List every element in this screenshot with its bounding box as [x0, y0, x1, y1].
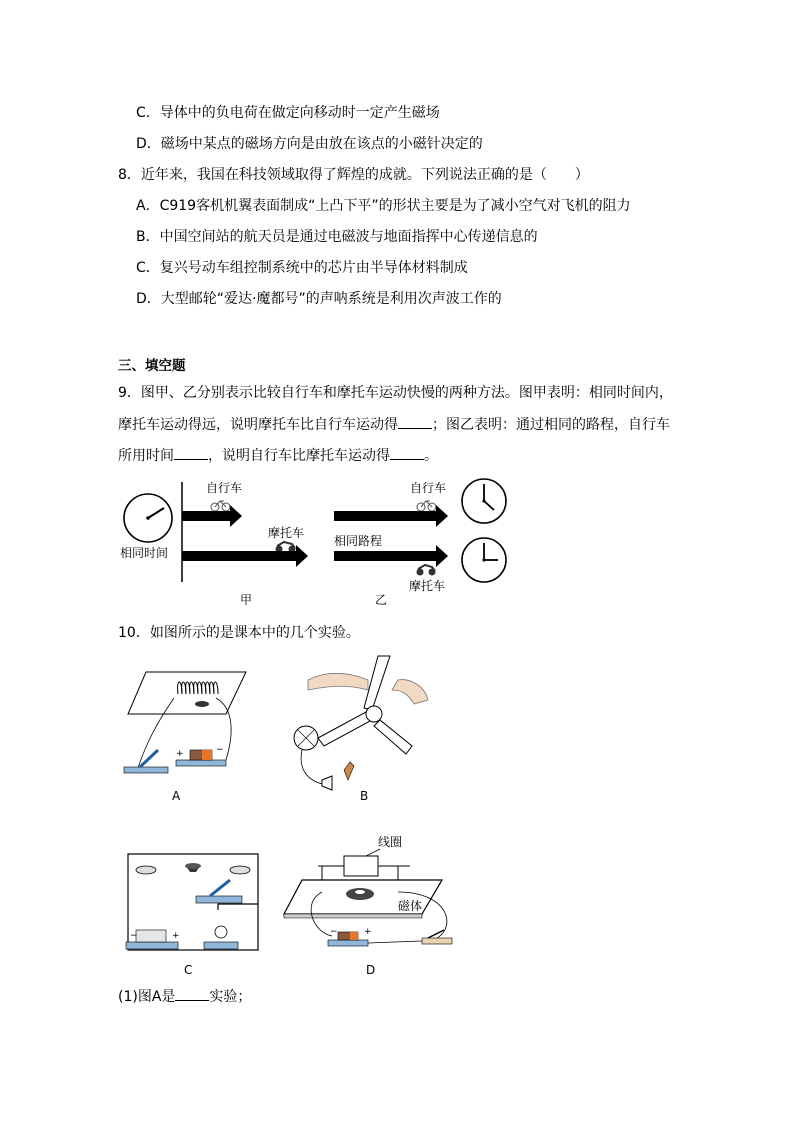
moto-label: 摩托车: [409, 579, 446, 593]
q9-text: 摩托车运动得远，说明摩托车比自行车运动得: [118, 417, 398, 433]
q9-text: 。: [424, 448, 438, 464]
svg-text:+: +: [172, 931, 180, 941]
q8-stem: 8．近年来，我国在科技领域取得了辉煌的成就。下列说法正确的是（ ）: [118, 167, 589, 183]
q7-option-c: C．导体中的负电荷在做定向移动时一定产生磁场: [136, 105, 440, 121]
q8-option-a: A．C919客机机翼表面制成“上凸下平”的形状主要是为了减小空气对飞机的阻力: [136, 198, 631, 214]
switch-lever: [210, 880, 230, 896]
motorcycle-icon: [417, 565, 436, 576]
compass-needle: [195, 701, 209, 707]
magnet-label: 磁体: [398, 899, 423, 913]
switch-base: [124, 767, 168, 773]
bike-arrow: [182, 505, 242, 527]
figure-b: [288, 650, 438, 805]
same-path-label: 相同路程: [334, 534, 383, 548]
q10-sub-1: [118, 986, 251, 1007]
cardboard: [128, 672, 246, 714]
q10-sub-text: (1)图A是: [118, 989, 176, 1005]
coil-label: 线圈: [378, 835, 403, 849]
label-a: A: [172, 789, 181, 803]
bicycle-icon: [417, 501, 436, 511]
q7-option-d: D．磁场中某点的磁场方向是由放在该点的小磁针决定的: [136, 136, 483, 152]
moto-label: 摩托车: [268, 526, 305, 540]
q10-sub-text: 实验；: [209, 989, 252, 1005]
clock-icon: [462, 538, 506, 582]
answer-blank[interactable]: [390, 445, 424, 460]
bicycle-icon: [211, 501, 230, 511]
label-c: C: [184, 963, 193, 977]
svg-text:−: −: [216, 745, 224, 755]
moto-arrow: [334, 545, 448, 567]
section-heading: 三、填空题: [118, 358, 186, 374]
answer-blank[interactable]: [398, 414, 432, 429]
q8-option-d: D．大型邮轮“爱达·魔都号”的声呐系统是利用次声波工作的: [136, 291, 502, 307]
bike-label: 自行车: [410, 481, 447, 495]
bike-arrow: [334, 505, 448, 527]
motorcycle-icon: [276, 542, 296, 553]
q9-text: 所用时间: [118, 448, 174, 464]
same-time-label: 相同时间: [120, 546, 169, 560]
q8-option-b: B．中国空间站的航天员是通过电磁波与地面指挥中心传递信息的: [136, 229, 538, 245]
figure-label-yi: 乙: [375, 593, 388, 607]
fan-blade: [374, 720, 412, 754]
q9-line-1: 9．图甲、乙分别表示比较自行车和摩托车运动快慢的两种方法。图甲表明：相同时间内，: [118, 385, 673, 401]
bulb-icon: [215, 926, 227, 938]
fan-blade: [318, 712, 372, 746]
svg-text:+: +: [364, 927, 372, 937]
q9-figure: [112, 474, 522, 612]
hand-icon: [308, 673, 368, 690]
switch-lever: [140, 750, 158, 767]
q9-line-3: [118, 445, 438, 466]
answer-blank[interactable]: [175, 986, 209, 1001]
bike-label: 自行车: [206, 481, 243, 495]
battery-icon: [136, 930, 166, 942]
clock-icon: [124, 494, 172, 542]
figure-a: [116, 664, 256, 804]
q10-stem: 10．如图所示的是课本中的几个实验。: [118, 625, 360, 641]
figure-label-jia: 甲: [240, 593, 253, 607]
answer-blank[interactable]: [174, 445, 208, 460]
svg-text:−: −: [130, 931, 138, 941]
q9-line-2: [118, 414, 670, 435]
figure-d: [282, 832, 462, 978]
bulb-icon: [322, 776, 332, 790]
coil-icon: [344, 856, 378, 876]
svg-text:+: +: [176, 749, 184, 759]
hand-icon: [392, 680, 428, 704]
label-b: B: [360, 789, 369, 803]
clock-icon: [462, 479, 506, 523]
svg-text:−: −: [330, 927, 338, 937]
label-d: D: [366, 963, 376, 977]
figure-c: [118, 846, 268, 978]
q9-text: ；图乙表明：通过相同的路程，自行车: [432, 417, 670, 433]
q8-option-c: C．复兴号动车组控制系统中的芯片由半导体材料制成: [136, 260, 468, 276]
q9-text: ，说明自行车比摩托车运动得: [208, 448, 390, 464]
